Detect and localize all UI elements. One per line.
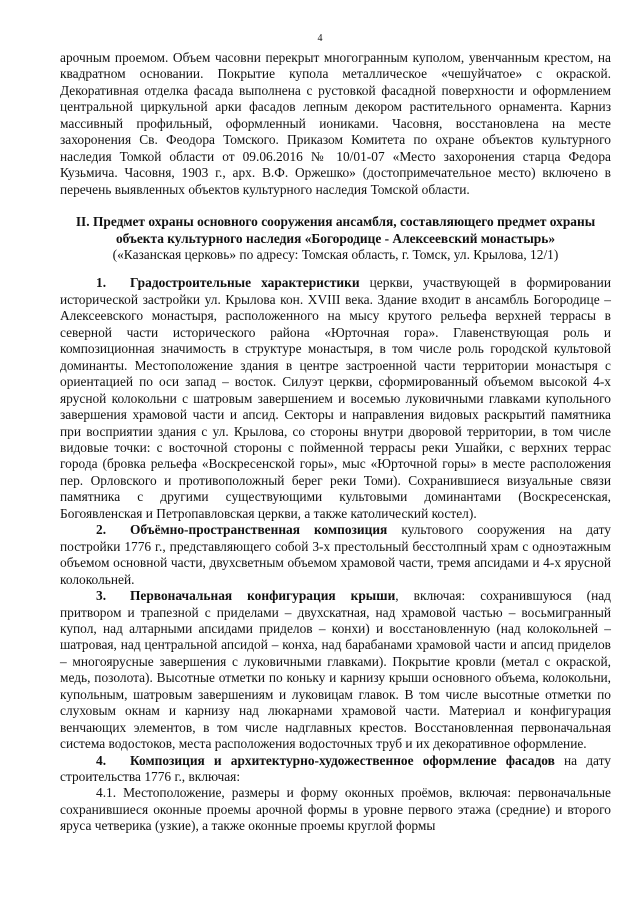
- document-body: [60, 50, 611, 835]
- item-number: 4.: [96, 752, 107, 768]
- item-title: Первоначальная конфигурация крыши: [130, 588, 396, 604]
- item-text: на дату строительства 1776 г., включая:: [60, 752, 611, 785]
- item-text: церкви, участвующей в формировании исторической застройки ул. Крылова кон. XVIII века. Здание входит в ансамбль Богородице – Алексеевского монастыря, расположенного на мысу крутого рельефа верхней террасы в северной части исторического района «Юрточная гора». Главенствующая роль и композиционная значимость в структуре монастыря, в том числе роль городской культовой доминанты. Местоположение здания в центре застроенной части территории монастыря с ориентацией по оси запад – восток. Силуэт церкви, сформированный объемом высокой 4-х ярусной колокольни с шатровым завершением и восемью луковичными главками купольного завершения храмовой части и апсид. Секторы и направления видовых раскрытий памятника при восприятии здания с ул. Крылова, со стороны внутри дворовой территории, в том числе видовые точки: с восточной стороны с пойменной террасы реки Ушайки, с верхних террас города (бровка рельефа «Воскресенской горы», мыс «Юрточной горы» в месте расположения пер. Орловского и противоположный берег реки Томи). Сохранившиеся визуальные связи памятника с другими существующими культовыми доминантами (Воскресенская, Богоявленская и Петропавловская церкви, а также католический костел).: [60, 275, 611, 521]
- spacer: [60, 198, 611, 214]
- item-title: Объёмно-пространственная композиция: [130, 522, 388, 538]
- section-subheading: («Казанская церковь» по адресу: Томская область, г. Томск, ул. Крылова, 12/1): [112, 246, 559, 262]
- section-heading: II. Предмет охраны основного сооружения ансамбля, составляющего предмет охраны объекта культурного наследия «Богородице - Алексеевский монастырь»: [75, 214, 596, 246]
- page-number: 4: [317, 33, 323, 44]
- list-item: [60, 522, 611, 588]
- item-title: Композиция и архитектурно-художественное оформление фасадов: [130, 752, 555, 768]
- item-title: Градостроительные характеристики: [130, 275, 360, 291]
- item-text: , включая: сохранившуюся (над притвором и трапезной с приделами – двухскатная, над храмовой частью – восьмигранный купол, над алтарными апсидами приделов – конхи) и восстановленную (над колокольней – шатровая, над центральной апсидой – конха, над барабанами храмовой части и апсид приделов – многоярусные завершения с луковичными главками). Покрытие кровли (метал с окраской, медь, позолота). Высотные отметки по коньку и карнизу крыши основного объема, колокольни, купольным, шатровым завершениям и луковицам главок. В том числе высотные отметки по слуховым окнам и карнизу над люкарнами храмовой части. Материал и конфигурация венчающих элементов, в том числе надглавных крестов. Восстановленная первоначальная система водостоков, места расположения водосточных труб и их декоративное оформление.: [60, 588, 611, 752]
- list-item: [60, 588, 611, 753]
- list-item: [60, 275, 611, 522]
- item-number: 2.: [96, 522, 107, 538]
- intro-paragraph: арочным проемом. Объем часовни перекрыт многогранным куполом, увенчанным крестом, на квадратном основании. Покрытие купола металлическое «чешуйчатое» с окраской. Декоративная отделка фасада выполнена с рустовкой фасадной поверхности и оформлением центральной циркульной арки фасадов лепным декором растительного орнамента. Карниз массивный профильный, оформленный иониками. Часовня, восстановлена на месте захоронения Св. Феодора Томского. Приказом Комитета по охране объектов культурного наследия Томкой области от 09.06.2016 № 10/01-07 «Место захоронения старца Федора Кузьмича. Часовня, 1903 г., арх. В.Ф. Оржешко» (достопримечательное место) включено в перечень выявленных объектов культурного наследия Томской области.: [60, 50, 611, 197]
- item-number: 3.: [96, 588, 107, 604]
- list-item: [60, 753, 611, 786]
- item-number: 1.: [96, 275, 107, 291]
- sub-item-paragraph: 4.1. Местоположение, размеры и форму оконных проёмов, включая: первоначальные сохранившиеся оконные проемы арочной формы в уровне первого этажа (средние) и второго яруса четверика (узкие), а также оконные проемы круглой формы: [60, 785, 611, 834]
- item-text: культового сооружения на дату постройки 1776 г., представляющего собой 3-х престольный бесстолпный храм с одноэтажным объемом основной части, двухсветным объемом храмовой части, тремя апсидами и 4-х ярусной колокольней.: [60, 522, 611, 587]
